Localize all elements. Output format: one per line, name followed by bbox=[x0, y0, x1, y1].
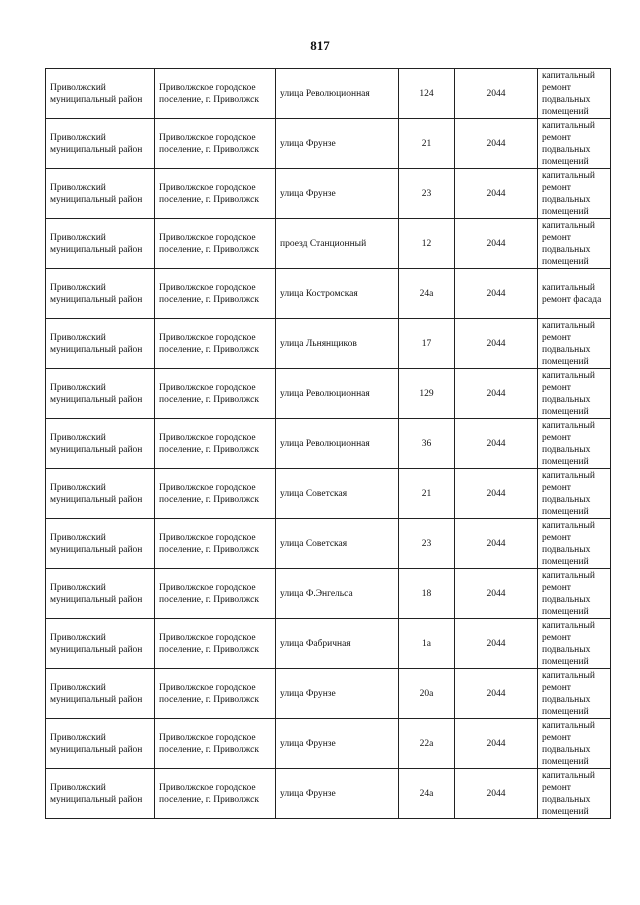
cell-settlement: Приволжское городское поселение, г. Приволжск bbox=[155, 419, 276, 469]
cell-work-type: капитальный ремонт подвальных помещений bbox=[538, 619, 611, 669]
cell-house-number: 21 bbox=[399, 119, 455, 169]
cell-settlement: Приволжское городское поселение, г. Приволжск bbox=[155, 119, 276, 169]
cell-settlement: Приволжское городское поселение, г. Приволжск bbox=[155, 469, 276, 519]
table-row bbox=[46, 569, 611, 619]
cell-year: 2044 bbox=[455, 69, 538, 119]
cell-street: улица Революционная bbox=[276, 369, 399, 419]
cell-street: улица Фрунзе bbox=[276, 169, 399, 219]
cell-work-type: капитальный ремонт подвальных помещений bbox=[538, 69, 611, 119]
cell-district: Приволжский муниципальный район bbox=[46, 119, 155, 169]
cell-year: 2044 bbox=[455, 669, 538, 719]
cell-work-type: капитальный ремонт подвальных помещений bbox=[538, 319, 611, 369]
cell-street: улица Фабричная bbox=[276, 619, 399, 669]
cell-house-number: 1а bbox=[399, 619, 455, 669]
cell-house-number: 22а bbox=[399, 719, 455, 769]
cell-district: Приволжский муниципальный район bbox=[46, 319, 155, 369]
table-row bbox=[46, 669, 611, 719]
cell-street: улица Революционная bbox=[276, 69, 399, 119]
cell-work-type: капитальный ремонт подвальных помещений bbox=[538, 519, 611, 569]
table-row bbox=[46, 519, 611, 569]
cell-street: улица Революционная bbox=[276, 419, 399, 469]
cell-district: Приволжский муниципальный район bbox=[46, 569, 155, 619]
cell-settlement: Приволжское городское поселение, г. Приволжск bbox=[155, 369, 276, 419]
cell-year: 2044 bbox=[455, 569, 538, 619]
cell-house-number: 23 bbox=[399, 169, 455, 219]
table-row bbox=[46, 319, 611, 369]
cell-year: 2044 bbox=[455, 769, 538, 819]
cell-settlement: Приволжское городское поселение, г. Приволжск bbox=[155, 619, 276, 669]
table-row bbox=[46, 119, 611, 169]
cell-district: Приволжский муниципальный район bbox=[46, 419, 155, 469]
cell-settlement: Приволжское городское поселение, г. Приволжск bbox=[155, 169, 276, 219]
cell-street: улица Фрунзе bbox=[276, 669, 399, 719]
cell-settlement: Приволжское городское поселение, г. Приволжск bbox=[155, 769, 276, 819]
cell-year: 2044 bbox=[455, 169, 538, 219]
table-row bbox=[46, 719, 611, 769]
cell-work-type: капитальный ремонт подвальных помещений bbox=[538, 569, 611, 619]
cell-settlement: Приволжское городское поселение, г. Приволжск bbox=[155, 519, 276, 569]
cell-street: проезд Станционный bbox=[276, 219, 399, 269]
cell-district: Приволжский муниципальный район bbox=[46, 169, 155, 219]
cell-street: улица Фрунзе bbox=[276, 719, 399, 769]
cell-work-type: капитальный ремонт подвальных помещений bbox=[538, 669, 611, 719]
cell-settlement: Приволжское городское поселение, г. Приволжск bbox=[155, 219, 276, 269]
table-row bbox=[46, 619, 611, 669]
cell-district: Приволжский муниципальный район bbox=[46, 369, 155, 419]
cell-settlement: Приволжское городское поселение, г. Приволжск bbox=[155, 269, 276, 319]
cell-street: улица Ф.Энгельса bbox=[276, 569, 399, 619]
cell-year: 2044 bbox=[455, 119, 538, 169]
table-row bbox=[46, 169, 611, 219]
cell-street: улица Фрунзе bbox=[276, 119, 399, 169]
cell-work-type: капитальный ремонт подвальных помещений bbox=[538, 219, 611, 269]
cell-street: улица Советская bbox=[276, 519, 399, 569]
cell-year: 2044 bbox=[455, 719, 538, 769]
cell-house-number: 36 bbox=[399, 419, 455, 469]
cell-district: Приволжский муниципальный район bbox=[46, 769, 155, 819]
cell-district: Приволжский муниципальный район bbox=[46, 719, 155, 769]
cell-work-type: капитальный ремонт подвальных помещений bbox=[538, 419, 611, 469]
cell-work-type: капитальный ремонт подвальных помещений bbox=[538, 469, 611, 519]
cell-work-type: капитальный ремонт подвальных помещений bbox=[538, 769, 611, 819]
table-row bbox=[46, 219, 611, 269]
cell-district: Приволжский муниципальный район bbox=[46, 669, 155, 719]
page-number: 817 bbox=[310, 38, 330, 53]
cell-settlement: Приволжское городское поселение, г. Приволжск bbox=[155, 669, 276, 719]
cell-district: Приволжский муниципальный район bbox=[46, 69, 155, 119]
cell-house-number: 12 bbox=[399, 219, 455, 269]
table-row bbox=[46, 769, 611, 819]
table-row bbox=[46, 419, 611, 469]
cell-district: Приволжский муниципальный район bbox=[46, 619, 155, 669]
cell-work-type: капитальный ремонт подвальных помещений bbox=[538, 369, 611, 419]
cell-year: 2044 bbox=[455, 419, 538, 469]
registry-table bbox=[45, 68, 611, 819]
cell-year: 2044 bbox=[455, 269, 538, 319]
cell-year: 2044 bbox=[455, 519, 538, 569]
cell-work-type: капитальный ремонт фасада bbox=[538, 269, 611, 319]
cell-settlement: Приволжское городское поселение, г. Приволжск bbox=[155, 69, 276, 119]
cell-year: 2044 bbox=[455, 619, 538, 669]
cell-house-number: 24а bbox=[399, 769, 455, 819]
cell-district: Приволжский муниципальный район bbox=[46, 519, 155, 569]
table-row bbox=[46, 369, 611, 419]
cell-house-number: 20а bbox=[399, 669, 455, 719]
cell-house-number: 124 bbox=[399, 69, 455, 119]
cell-house-number: 129 bbox=[399, 369, 455, 419]
cell-year: 2044 bbox=[455, 469, 538, 519]
cell-house-number: 18 bbox=[399, 569, 455, 619]
cell-district: Приволжский муниципальный район bbox=[46, 269, 155, 319]
cell-year: 2044 bbox=[455, 319, 538, 369]
cell-street: улица Советская bbox=[276, 469, 399, 519]
cell-house-number: 17 bbox=[399, 319, 455, 369]
cell-house-number: 23 bbox=[399, 519, 455, 569]
table-row bbox=[46, 469, 611, 519]
cell-house-number: 24а bbox=[399, 269, 455, 319]
table-row bbox=[46, 69, 611, 119]
cell-work-type: капитальный ремонт подвальных помещений bbox=[538, 119, 611, 169]
cell-house-number: 21 bbox=[399, 469, 455, 519]
cell-work-type: капитальный ремонт подвальных помещений bbox=[538, 719, 611, 769]
table-row bbox=[46, 269, 611, 319]
cell-work-type: капитальный ремонт подвальных помещений bbox=[538, 169, 611, 219]
cell-settlement: Приволжское городское поселение, г. Приволжск bbox=[155, 719, 276, 769]
cell-street: улица Льнянщиков bbox=[276, 319, 399, 369]
cell-settlement: Приволжское городское поселение, г. Приволжск bbox=[155, 319, 276, 369]
cell-year: 2044 bbox=[455, 219, 538, 269]
cell-district: Приволжский муниципальный район bbox=[46, 469, 155, 519]
cell-district: Приволжский муниципальный район bbox=[46, 219, 155, 269]
registry-table-body bbox=[46, 69, 611, 819]
cell-street: улица Фрунзе bbox=[276, 769, 399, 819]
cell-street: улица Костромская bbox=[276, 269, 399, 319]
cell-year: 2044 bbox=[455, 369, 538, 419]
cell-settlement: Приволжское городское поселение, г. Приволжск bbox=[155, 569, 276, 619]
